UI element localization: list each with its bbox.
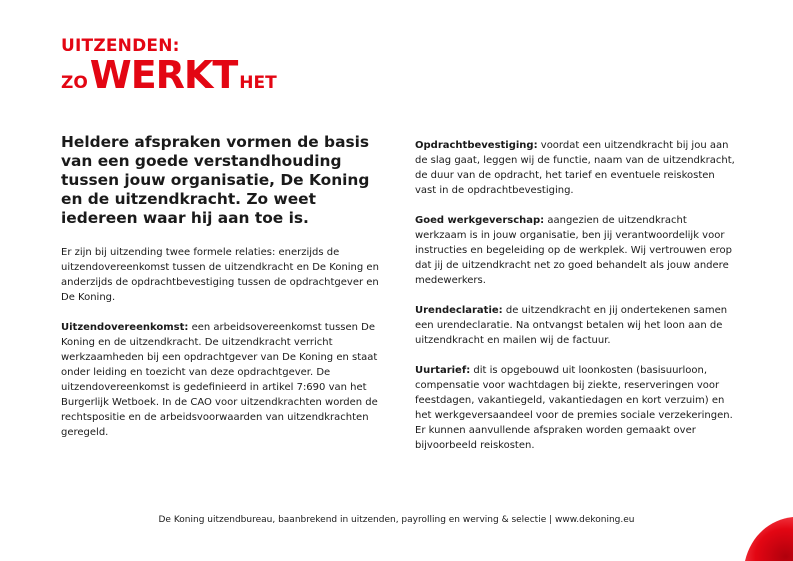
title-line-uitzenden: UITZENDEN:: [61, 36, 180, 56]
left-column: [61, 133, 381, 455]
corner-logo-mark-icon: [743, 517, 793, 561]
term-uitzendovereenkomst: Uitzendovereenkomst:: [61, 322, 189, 333]
corner-arc-icon: [743, 517, 793, 561]
section-urendeclaratie: [415, 303, 735, 348]
right-column: [415, 138, 735, 468]
text-urendeclaratie: de uitzendkracht en jij ondertekenen samen een urendeclaratie. Na ontvangst betalen wij het loon aan de uitzendkracht en mailen wij de factuur.: [415, 305, 728, 346]
text-uitzendovereenkomst: een arbeidsovereenkomst tussen De Koning en de uitzendkracht. De uitzendkracht verricht werkzaamheden bij een opdrachtgever van De Koning en staat onder leiding en toezicht van deze opdrachtgever. De uitzendovereenkomst is gedefinieerd in artikel 7:690 van het Burgerlijk Wetboek. In de CAO voor uitzendkrachten worden de rechtspositie en de arbeidsvoorwaarden van uitzendkrachten geregeld.: [61, 322, 378, 438]
intro-paragraph: Er zijn bij uitzending twee formele relaties: enerzijds de uitzendovereenkomst tussen de uitzendkracht en De Koning en anderzijds de opdrachtbevestiging tussen de opdrachtgever en De Koning.: [61, 247, 379, 303]
title-zo: ZO: [61, 73, 88, 93]
term-goed-werkgeverschap: Goed werkgeverschap:: [415, 215, 545, 226]
term-uurtarief: Uurtarief:: [415, 365, 471, 376]
text-goed-werkgeverschap: aangezien de uitzendkracht werkzaam is in jouw organisatie, ben jij verantwoordelijk voor instructies en begeleiding op de werkplek. Wij vertrouwen erop dat jij de uitzendkracht net zo goed behandelt als jouw andere medewerkers.: [415, 215, 732, 286]
text-opdrachtbevestiging: voordat een uitzendkracht bij jou aan de slag gaat, leggen wij de functie, naam van de uitzendkracht, de duur van de opdracht, het tarief en eventuele reiskosten vast in de opdrachtbevestiging.: [415, 140, 735, 196]
text-uurtarief: dit is opgebouwd uit loonkosten (basisuurloon, compensatie voor wachtdagen bij ziekte, reserveringen voor feestdagen, vakantiegeld, vakantiedagen en kort verzuim) en het werkgeversaandeel voor de premies sociale verzekeringen. Er kunnen aanvullende afspraken worden gemaakt over bijvoorbeeld reiskosten.: [415, 365, 733, 451]
section-uurtarief: [415, 363, 735, 453]
section-goed-werkgeverschap: [415, 213, 735, 288]
term-urendeclaratie: Urendeclaratie:: [415, 305, 503, 316]
page-title: [61, 36, 277, 101]
page-footer: [0, 515, 793, 525]
title-werkt: WERKT: [89, 53, 238, 97]
title-het: HET: [239, 73, 277, 93]
lead-paragraph: Heldere afspraken vormen de basis van een goede verstandhouding tussen jouw organisatie, De Koning en de uitzendkracht. Zo weet iedereen waar hij aan toe is.: [61, 133, 370, 227]
section-uitzendovereenkomst: [61, 320, 381, 440]
title-line-zo-werkt-het: [61, 53, 277, 101]
section-opdrachtbevestiging: [415, 138, 735, 198]
footer-text: De Koning uitzendbureau, baanbrekend in uitzenden, payrolling en werving & selectie | www.dekoning.eu: [158, 515, 635, 525]
term-opdrachtbevestiging: Opdrachtbevestiging:: [415, 140, 538, 151]
